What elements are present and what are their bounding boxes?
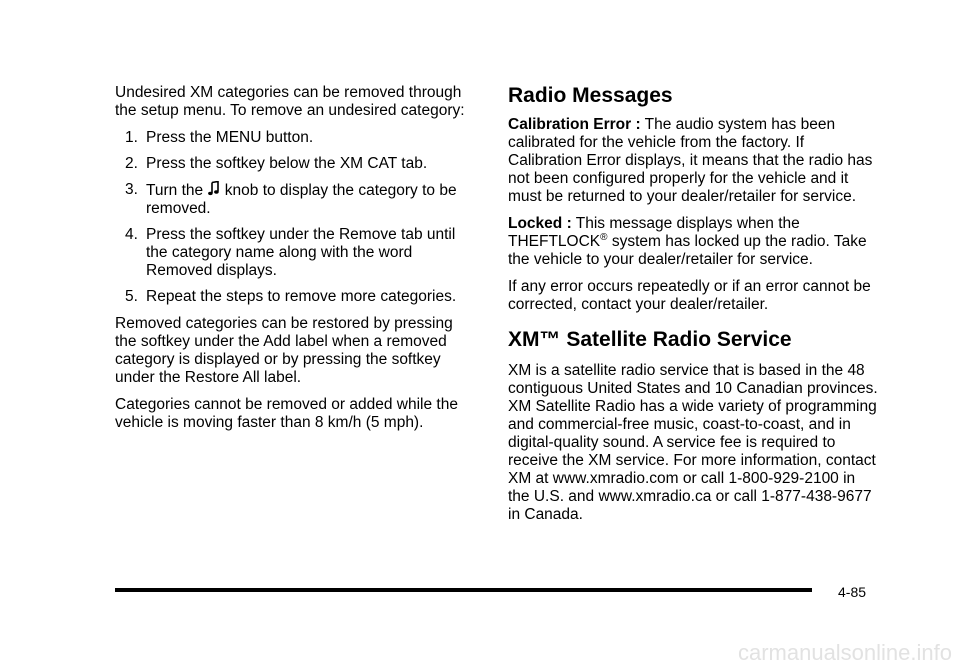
xm-service-paragraph: XM is a satellite radio service that is based in the 48 contiguous United States and 10 Canadian provinces. XM Satellite Radio has a wide variety of programming and commercial-free music, coast-to-coast, and in digital-quality sound. A service fee is required to receive the XM service. For more information, contact XM at www.xmradio.com or call 1-800-929-2100 in the U.S. and www.xmradio.ca or call 1-877-438-9677 in Canada. <box>508 362 878 523</box>
registered-mark: ® <box>600 232 608 243</box>
restore-paragraph: Removed categories can be restored by pressing the softkey under the Add label when a removed category is displayed or by pressing the softkey under the Restore All label. <box>115 315 453 386</box>
music-note-icon <box>208 181 219 196</box>
step-number: 3. <box>125 181 138 198</box>
calibration-error-paragraph <box>508 116 878 206</box>
left-column <box>115 84 475 441</box>
list-item <box>115 181 475 218</box>
step-text: Repeat the steps to remove more categories. <box>146 288 457 305</box>
step-text: Press the softkey below the XM CAT tab. <box>146 155 428 172</box>
list-item <box>115 155 475 173</box>
list-item <box>115 288 475 306</box>
calibration-error-text: The audio system has been calibrated for the vehicle from the factory. If Calibration Error displays, it means that the radio has not been configured properly for the vehicle and it must be returned to your dealer/retailer for service. <box>508 116 873 205</box>
intro-paragraph: Undesired XM categories can be removed through the setup menu. To remove an undesired category: <box>115 84 465 119</box>
calibration-error-term: Calibration Error : <box>508 116 641 133</box>
locked-term: Locked : <box>508 215 572 232</box>
step-number: 1. <box>125 129 138 146</box>
locked-text-1: This message displays when the THEFTLOCK <box>508 215 800 250</box>
radio-messages-heading: Radio Messages <box>508 84 673 107</box>
step-text-before: Turn the <box>146 182 204 199</box>
watermark: carmanualsonline.info <box>737 640 952 665</box>
step-text-after: knob to display the category to be removed. <box>146 182 457 217</box>
moving-restriction-paragraph: Categories cannot be removed or added while the vehicle is moving faster than 8 km/h (5 mph). <box>115 396 458 431</box>
step-text: Press the MENU button. <box>146 129 314 146</box>
right-column <box>508 84 878 533</box>
step-number: 5. <box>125 288 138 305</box>
step-number: 2. <box>125 155 138 172</box>
repeated-error-paragraph: If any error occurs repeatedly or if an error cannot be corrected, contact your dealer/retailer. <box>508 278 871 313</box>
list-item <box>115 226 475 280</box>
locked-text-2: system has locked up the radio. Take the vehicle to your dealer/retailer for service. <box>508 233 867 268</box>
step-number: 4. <box>125 226 138 243</box>
step-text: Press the softkey under the Remove tab until the category name along with the word Removed displays. <box>146 226 456 279</box>
locked-paragraph <box>508 215 878 269</box>
xm-satellite-heading: XM™ Satellite Radio Service <box>508 328 792 351</box>
footer-rule <box>115 588 812 592</box>
removal-steps-list <box>115 129 475 306</box>
page-number: 4-85 <box>838 584 867 600</box>
list-item <box>115 129 475 147</box>
